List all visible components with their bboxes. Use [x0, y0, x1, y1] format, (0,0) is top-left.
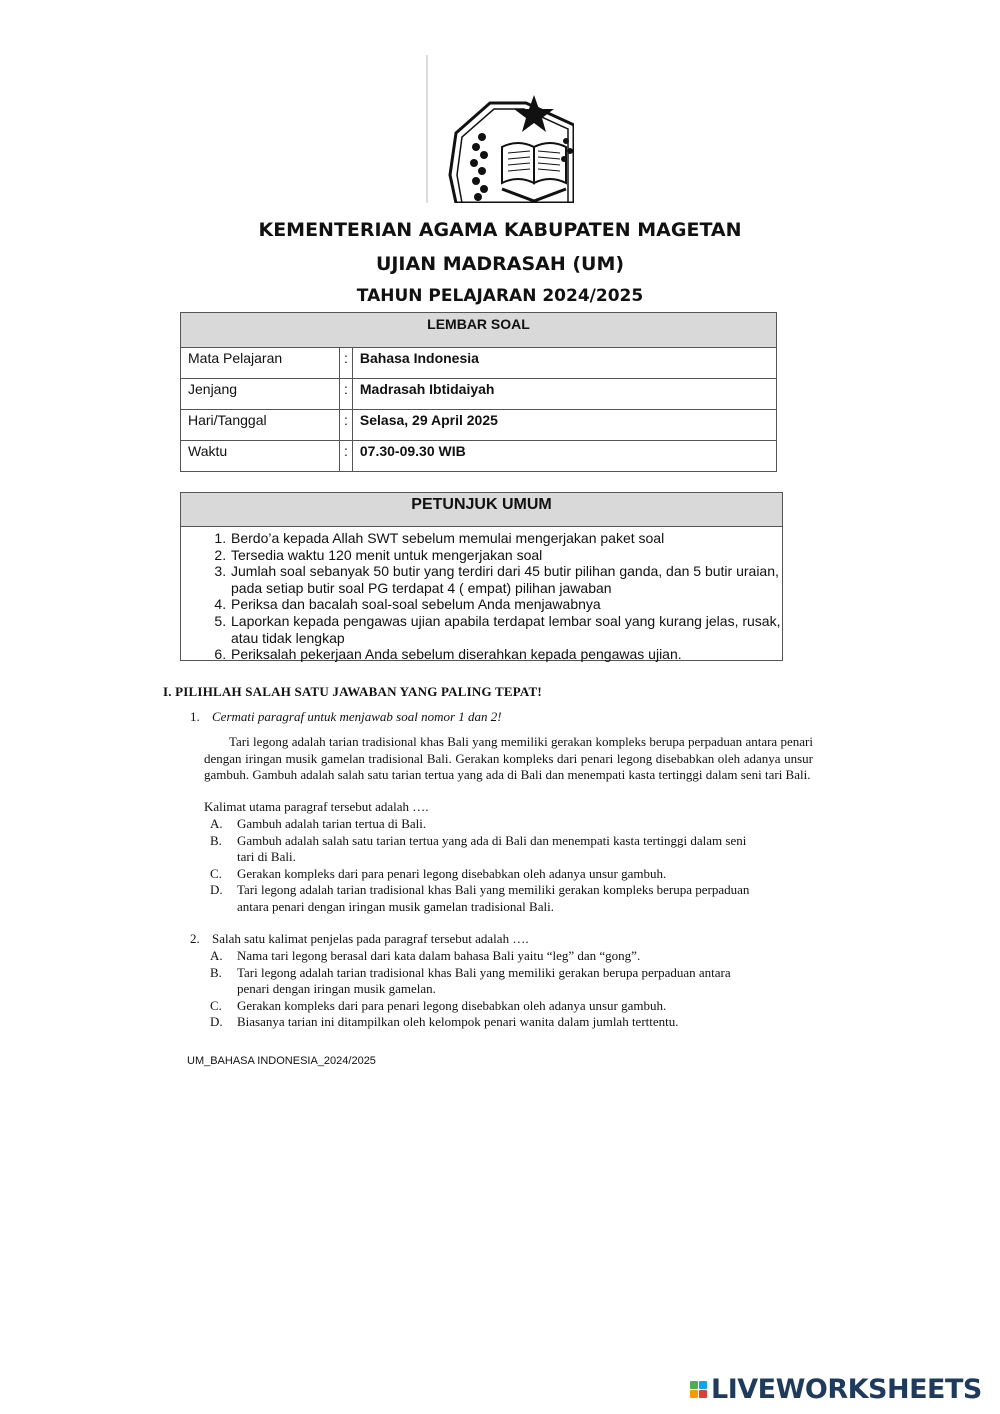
info-label: Hari/Tanggal — [181, 410, 340, 441]
question-1-stem: Kalimat utama paragraf tersebut adalah …. — [204, 799, 429, 814]
info-value: Selasa, 29 April 2025 — [352, 410, 776, 441]
list-item: 5. Laporkan kepada pengawas ujian apabila terdapat lembar soal yang kurang jelas, rusak, atau tidak lengkap — [230, 613, 782, 646]
option-letter: C. — [210, 997, 222, 1013]
option-text: Tari legong adalah tarian tradisional khas Bali yang memiliki gerakan berupa perpaduan antara penari dengan iringan musik gamelan. — [237, 964, 731, 997]
option-text: Nama tari legong berasal dari kata dalam bahasa Bali yaitu “leg” dan “gong”. — [237, 948, 641, 963]
question-number: 1. — [190, 709, 200, 724]
info-label: Waktu — [181, 441, 340, 472]
list-item: 4. Periksa dan bacalah soal-soal sebelum Anda menjawabnya — [230, 596, 782, 613]
list-item: 6. Periksalah pekerjaan Anda sebelum diserahkan kepada pengawas ujian. — [230, 646, 782, 663]
general-instructions-box — [180, 492, 783, 661]
option-text: Gambuh adalah tarian tertua di Bali. — [237, 816, 427, 831]
ministry-emblem-logo — [426, 55, 574, 203]
header-exam-title: UJIAN MADRASAH (UM) — [375, 253, 625, 275]
option-letter: D. — [210, 882, 223, 898]
info-label: Mata Pelajaran — [181, 348, 340, 379]
option-letter: A. — [210, 816, 223, 831]
info-value: Madrasah Ibtidaiyah — [352, 379, 776, 410]
liveworksheets-logo-icon — [690, 1381, 707, 1398]
option-letter: B. — [210, 964, 222, 980]
question-1-options — [210, 816, 750, 916]
header-school-year: TAHUN PELAJARAN 2024/2025 — [356, 286, 644, 306]
info-separator: : — [340, 441, 353, 472]
answer-option-d[interactable] — [210, 1014, 750, 1031]
info-separator: : — [340, 348, 353, 379]
logo-square — [699, 1390, 707, 1398]
reading-paragraph: Tari legong adalah tarian tradisional khas Bali yang memiliki gerakan kompleks berupa perpaduan antara penari dengan iringan musik gamelan tradisional Bali. Gerakan kompleks dari penari legong disebabkan oleh adanya unsur gambuh. Gambuh adalah salah satu tarian tertua yang ada di Bali dan menempati kasta tertinggi dalam seni tari Bali. — [204, 734, 813, 783]
list-item: 1. Berdo’a kepada Allah SWT sebelum memulai mengerjakan paket soal — [230, 530, 782, 547]
question-instruction: Salah satu kalimat penjelas pada paragraf tersebut adalah …. — [212, 931, 529, 946]
logo-square — [699, 1381, 707, 1389]
list-item: 2. Tersedia waktu 120 menit untuk mengerjakan soal — [230, 547, 782, 564]
option-text: Gerakan kompleks dari para penari legong disebabkan oleh adanya unsur gambuh. — [237, 865, 667, 881]
question-number: 2. — [190, 931, 200, 946]
table-row — [181, 441, 777, 472]
info-table-title: LEMBAR SOAL — [181, 313, 777, 348]
option-letter: D. — [210, 1014, 223, 1030]
option-letter: B. — [210, 832, 222, 848]
question-instruction: Cermati paragraf untuk menjawab soal nomor 1 dan 2! — [212, 709, 502, 724]
answer-option-a[interactable] — [210, 816, 750, 833]
answer-option-b[interactable] — [210, 965, 750, 998]
answer-option-b[interactable] — [210, 833, 750, 866]
table-row — [181, 348, 777, 379]
instructions-title: PETUNJUK UMUM — [181, 493, 782, 527]
info-label: Jenjang — [181, 379, 340, 410]
info-value: Bahasa Indonesia — [352, 348, 776, 379]
exam-info-table — [180, 312, 777, 472]
list-item: 3. Jumlah soal sebanyak 50 butir yang terdiri dari 45 butir pilihan ganda, dan 5 butir uraian, pada setiap butir soal PG terdapat 4 ( empat) pilihan jawaban — [230, 563, 782, 596]
info-value: 07.30-09.30 WIB — [352, 441, 776, 472]
option-text: Biasanya tarian ini ditampilkan oleh kelompok penari wanita dalam jumlah terttentu. — [237, 1014, 679, 1030]
liveworksheets-brand: LIVEWORKSHEETS — [711, 1374, 982, 1405]
table-row — [181, 379, 777, 410]
page-footer: UM_BAHASA INDONESIA_2024/2025 — [187, 1055, 376, 1067]
answer-option-c[interactable] — [210, 866, 750, 883]
section-title: I. PILIHLAH SALAH SATU JAWABAN YANG PALING TEPAT! — [163, 684, 542, 699]
option-text: Gerakan kompleks dari para penari legong disebabkan oleh adanya unsur gambuh. — [237, 997, 667, 1013]
header-ministry-title: KEMENTERIAN AGAMA KABUPATEN MAGETAN — [258, 219, 742, 241]
logo-square — [690, 1390, 698, 1398]
option-text: Tari legong adalah tarian tradisional khas Bali yang memiliki gerakan kompleks berupa perpaduan antara penari dengan iringan musik gamelan tradisional Bali. — [237, 882, 750, 914]
question-2-options — [210, 948, 750, 1031]
answer-option-c[interactable] — [210, 998, 750, 1015]
option-letter: C. — [210, 865, 222, 881]
liveworksheets-watermark[interactable] — [690, 1374, 982, 1405]
table-row — [181, 410, 777, 441]
instructions-list — [181, 530, 782, 663]
question-2-lead — [190, 931, 529, 948]
answer-option-d[interactable] — [210, 882, 750, 915]
option-text: Gambuh adalah salah satu tarian tertua yang ada di Bali dan menempati kasta tertinggi dalam seni tari di Bali. — [237, 832, 747, 865]
info-separator: : — [340, 410, 353, 441]
info-separator: : — [340, 379, 353, 410]
logo-square — [690, 1381, 698, 1389]
option-letter: A. — [210, 948, 223, 963]
answer-option-a[interactable] — [210, 948, 750, 965]
question-1-lead — [190, 709, 502, 726]
